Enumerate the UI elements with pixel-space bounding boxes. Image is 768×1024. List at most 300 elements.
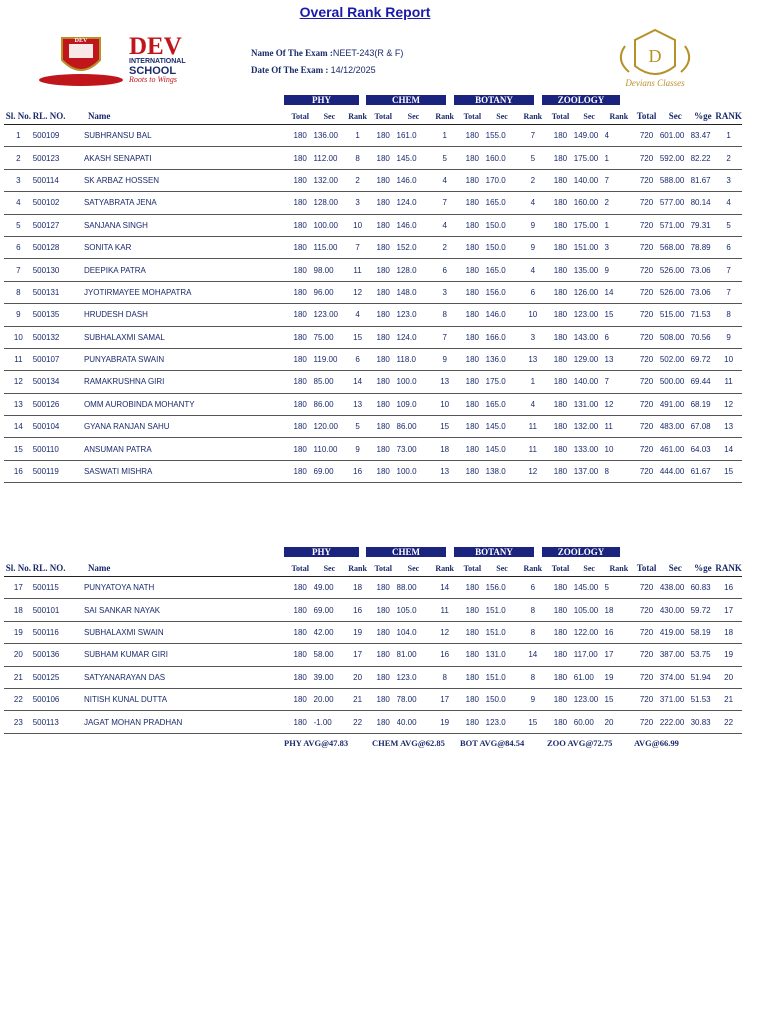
table-cell: SATYABRATA JENA bbox=[84, 192, 287, 214]
table-cell: 720 bbox=[633, 259, 660, 281]
table-cell: 10 bbox=[4, 326, 33, 348]
table-cell: 100.00 bbox=[314, 214, 346, 236]
table-cell: 720 bbox=[633, 304, 660, 326]
table-cell: 180 bbox=[547, 438, 574, 460]
table-cell: 145.0 bbox=[486, 438, 519, 460]
table-cell: 180 bbox=[287, 281, 314, 303]
table-cell: 180 bbox=[370, 281, 397, 303]
table-cell: 180 bbox=[459, 599, 486, 621]
table-cell: 14 bbox=[715, 438, 742, 460]
logo-badge-text: DEV bbox=[74, 38, 88, 44]
table-cell: 118.0 bbox=[397, 348, 431, 370]
table-cell: 6 bbox=[4, 236, 33, 258]
table-cell: 8 bbox=[518, 621, 547, 643]
table-cell: 166.0 bbox=[486, 326, 519, 348]
school-logo bbox=[36, 30, 216, 90]
table-row bbox=[4, 236, 742, 258]
table-cell: 1 bbox=[518, 371, 547, 393]
table-cell: 430.00 bbox=[660, 599, 691, 621]
table-cell: 22 bbox=[715, 711, 742, 733]
table-cell: 15 bbox=[4, 438, 33, 460]
table-cell: 515.00 bbox=[660, 304, 691, 326]
table-cell: -1.00 bbox=[314, 711, 346, 733]
table-cell: 500131 bbox=[33, 281, 84, 303]
table-cell: 1 bbox=[345, 125, 370, 147]
table-cell: 151.0 bbox=[486, 621, 519, 643]
table-cell: 59.72 bbox=[691, 599, 716, 621]
table-cell: 180 bbox=[370, 711, 397, 733]
table-cell: 123.0 bbox=[486, 711, 519, 733]
table-row bbox=[4, 281, 742, 303]
table-cell: 2 bbox=[605, 192, 634, 214]
table-cell: 9 bbox=[518, 688, 547, 710]
exam-date-line bbox=[251, 65, 376, 75]
table-cell: 16 bbox=[345, 599, 370, 621]
table-cell: 21 bbox=[345, 688, 370, 710]
table-cell: 1 bbox=[715, 125, 742, 147]
table-cell: 491.00 bbox=[660, 393, 691, 415]
table-cell: 180 bbox=[459, 371, 486, 393]
table-cell: 40.00 bbox=[397, 711, 431, 733]
table-cell: 180 bbox=[370, 169, 397, 191]
table-cell: 592.00 bbox=[660, 147, 691, 169]
table-cell: 10 bbox=[715, 348, 742, 370]
table-cell: 86.00 bbox=[314, 393, 346, 415]
logo-tagline: Roots to Wings bbox=[129, 75, 178, 84]
column-header: Total bbox=[370, 108, 397, 125]
table-cell: 438.00 bbox=[660, 577, 691, 599]
table-cell: 180 bbox=[287, 125, 314, 147]
table-cell: 11 bbox=[4, 348, 33, 370]
brand-letter: D bbox=[648, 46, 662, 66]
chem-average: CHEM AVG@62.85 bbox=[372, 738, 445, 748]
table-cell: 502.00 bbox=[660, 348, 691, 370]
table-cell: 180 bbox=[370, 348, 397, 370]
table-cell: 13 bbox=[4, 393, 33, 415]
table-row bbox=[4, 577, 742, 599]
table-cell: 720 bbox=[633, 169, 660, 191]
table-cell: 720 bbox=[633, 214, 660, 236]
table-cell: SUBHRANSU BAL bbox=[84, 125, 287, 147]
table-cell: 69.00 bbox=[314, 599, 346, 621]
table-cell: 10 bbox=[345, 214, 370, 236]
table-cell: 148.0 bbox=[397, 281, 431, 303]
table-cell: 9 bbox=[715, 326, 742, 348]
table-cell: 180 bbox=[547, 711, 574, 733]
column-header: %ge bbox=[691, 560, 716, 577]
column-header: Sec bbox=[397, 108, 431, 125]
table-cell: 22 bbox=[345, 711, 370, 733]
table-cell: 588.00 bbox=[660, 169, 691, 191]
exam-date-value: 14/12/2025 bbox=[330, 65, 376, 75]
table-cell: 6 bbox=[605, 326, 634, 348]
table-cell: 180 bbox=[370, 259, 397, 281]
table-cell: SANJANA SINGH bbox=[84, 214, 287, 236]
table-cell: 16 bbox=[605, 621, 634, 643]
table-cell: 81.67 bbox=[691, 169, 716, 191]
table-cell: 526.00 bbox=[660, 259, 691, 281]
table-cell: 180 bbox=[459, 644, 486, 666]
exam-name-line bbox=[251, 48, 403, 58]
table-cell: 16 bbox=[345, 460, 370, 482]
table-cell: 500136 bbox=[33, 644, 84, 666]
exam-name-label: Name Of The Exam : bbox=[251, 48, 333, 58]
table-cell: 180 bbox=[547, 326, 574, 348]
table-cell: 720 bbox=[633, 393, 660, 415]
table-cell: 500102 bbox=[33, 192, 84, 214]
table-cell: 180 bbox=[287, 393, 314, 415]
table-cell: 9 bbox=[345, 438, 370, 460]
table-cell: 146.0 bbox=[397, 169, 431, 191]
table-cell: 720 bbox=[633, 192, 660, 214]
table-cell: 11 bbox=[518, 438, 547, 460]
table-cell: 13 bbox=[430, 371, 459, 393]
table-cell: 180 bbox=[370, 577, 397, 599]
column-header: Name bbox=[84, 108, 287, 125]
group-header-chem: CHEM bbox=[366, 547, 446, 557]
group-header-phy: PHY bbox=[284, 547, 359, 557]
table-cell: 15 bbox=[605, 304, 634, 326]
table-cell: 85.00 bbox=[314, 371, 346, 393]
table-cell: 42.00 bbox=[314, 621, 346, 643]
column-header: Total bbox=[287, 560, 314, 577]
table-cell: 180 bbox=[370, 214, 397, 236]
table-cell: 61.67 bbox=[691, 460, 716, 482]
table-cell: 180 bbox=[547, 214, 574, 236]
table-cell: 151.0 bbox=[486, 666, 519, 688]
table-cell: 21 bbox=[715, 688, 742, 710]
table-cell: PUNYATOYA NATH bbox=[84, 577, 287, 599]
table-cell: 11 bbox=[430, 599, 459, 621]
table-cell: RAMAKRUSHNA GIRI bbox=[84, 371, 287, 393]
table-cell: 165.0 bbox=[486, 393, 519, 415]
table-cell: 151.00 bbox=[574, 236, 605, 258]
table-cell: 9 bbox=[518, 236, 547, 258]
table-cell: 128.00 bbox=[314, 192, 346, 214]
table-cell: 1 bbox=[605, 147, 634, 169]
table-cell: OMM AUROBINDA MOHANTY bbox=[84, 393, 287, 415]
table-cell: 14 bbox=[605, 281, 634, 303]
table-cell: 180 bbox=[547, 281, 574, 303]
table-cell: 5 bbox=[4, 214, 33, 236]
table-cell: 8 bbox=[4, 281, 33, 303]
table-cell: 180 bbox=[547, 259, 574, 281]
table-cell: 20 bbox=[345, 666, 370, 688]
table-cell: 180 bbox=[459, 169, 486, 191]
table-cell: 8 bbox=[518, 666, 547, 688]
table-cell: 3 bbox=[605, 236, 634, 258]
table-cell: 83.47 bbox=[691, 125, 716, 147]
table-cell: 500116 bbox=[33, 621, 84, 643]
table-cell: 4 bbox=[518, 393, 547, 415]
table-cell: 160.00 bbox=[574, 192, 605, 214]
table-cell: 20.00 bbox=[314, 688, 346, 710]
table-cell: 122.00 bbox=[574, 621, 605, 643]
table-cell: 145.0 bbox=[486, 416, 519, 438]
table-cell: 180 bbox=[370, 438, 397, 460]
table-cell: 180 bbox=[547, 348, 574, 370]
table-cell: JYOTIRMAYEE MOHAPATRA bbox=[84, 281, 287, 303]
table-cell: 151.0 bbox=[486, 599, 519, 621]
column-header: Sec bbox=[486, 108, 519, 125]
rank-table-1 bbox=[4, 108, 742, 483]
table-cell: 180 bbox=[459, 304, 486, 326]
group-header-zoology: ZOOLOGY bbox=[542, 547, 620, 557]
table-cell: 500114 bbox=[33, 169, 84, 191]
table-cell: 3 bbox=[430, 281, 459, 303]
table-cell: 145.0 bbox=[397, 147, 431, 169]
table-cell: 7 bbox=[605, 169, 634, 191]
table-cell: 12 bbox=[605, 393, 634, 415]
table-cell: 720 bbox=[633, 348, 660, 370]
table-cell: 16 bbox=[715, 577, 742, 599]
table-cell: 180 bbox=[370, 236, 397, 258]
table-cell: 720 bbox=[633, 371, 660, 393]
table-cell: 145.00 bbox=[574, 577, 605, 599]
table-cell: 180 bbox=[547, 371, 574, 393]
table-row bbox=[4, 711, 742, 733]
table-cell: 8 bbox=[715, 304, 742, 326]
table-cell: 3 bbox=[518, 326, 547, 348]
table-cell: 180 bbox=[547, 125, 574, 147]
table-cell: 180 bbox=[459, 259, 486, 281]
table-cell: 21 bbox=[4, 666, 33, 688]
table-cell: 10 bbox=[430, 393, 459, 415]
table-cell: 17 bbox=[4, 577, 33, 599]
table-cell: 78.00 bbox=[397, 688, 431, 710]
table-cell: 4 bbox=[430, 169, 459, 191]
column-header: Rank bbox=[518, 560, 547, 577]
table-cell: 14 bbox=[345, 371, 370, 393]
table-row bbox=[4, 326, 742, 348]
group-header-phy: PHY bbox=[284, 95, 359, 105]
table-cell: 180 bbox=[370, 688, 397, 710]
table-row bbox=[4, 192, 742, 214]
table-cell: 8 bbox=[605, 460, 634, 482]
table-cell: 500113 bbox=[33, 711, 84, 733]
table-cell: 180 bbox=[459, 192, 486, 214]
table-cell: 20 bbox=[715, 666, 742, 688]
column-header: Sec bbox=[314, 560, 346, 577]
column-header: Total bbox=[633, 108, 660, 125]
table-cell: 720 bbox=[633, 281, 660, 303]
table-cell: 117.00 bbox=[574, 644, 605, 666]
table-cell: 180 bbox=[547, 666, 574, 688]
table-cell: 81.00 bbox=[397, 644, 431, 666]
column-header: Rank bbox=[605, 560, 634, 577]
table-cell: 8 bbox=[430, 304, 459, 326]
table-cell: 150.0 bbox=[486, 688, 519, 710]
table-cell: 16 bbox=[430, 644, 459, 666]
table-cell: 180 bbox=[287, 236, 314, 258]
table-cell: 180 bbox=[547, 644, 574, 666]
column-header: Sec bbox=[574, 560, 605, 577]
table-cell: 9 bbox=[518, 214, 547, 236]
table-cell: 180 bbox=[370, 666, 397, 688]
column-header: Sec bbox=[574, 108, 605, 125]
table-cell: 180 bbox=[459, 577, 486, 599]
table-cell: 222.00 bbox=[660, 711, 691, 733]
table-cell: 88.00 bbox=[397, 577, 431, 599]
table-cell: 720 bbox=[633, 125, 660, 147]
table-cell: 3 bbox=[345, 192, 370, 214]
table-cell: 180 bbox=[547, 416, 574, 438]
table-cell: 180 bbox=[547, 147, 574, 169]
table-cell: 78.89 bbox=[691, 236, 716, 258]
table-cell: 180 bbox=[547, 169, 574, 191]
table-row bbox=[4, 688, 742, 710]
table-cell: 180 bbox=[287, 460, 314, 482]
logo-line2: INTERNATIONAL bbox=[129, 58, 186, 65]
table-cell: 500119 bbox=[33, 460, 84, 482]
table-cell: 7 bbox=[605, 371, 634, 393]
table-cell: 7 bbox=[715, 259, 742, 281]
table-cell: 17 bbox=[605, 644, 634, 666]
table-cell: 60.00 bbox=[574, 711, 605, 733]
table-cell: 8 bbox=[518, 599, 547, 621]
table-cell: 500106 bbox=[33, 688, 84, 710]
table-cell: 123.0 bbox=[397, 666, 431, 688]
table-cell: 9 bbox=[4, 304, 33, 326]
table-cell: 17 bbox=[715, 599, 742, 621]
table-cell: 720 bbox=[633, 666, 660, 688]
table-cell: 180 bbox=[459, 460, 486, 482]
table-cell: 8 bbox=[345, 147, 370, 169]
table-cell: 96.00 bbox=[314, 281, 346, 303]
table-cell: 387.00 bbox=[660, 644, 691, 666]
table-cell: 180 bbox=[287, 688, 314, 710]
table-cell: 10 bbox=[605, 438, 634, 460]
table-cell: 180 bbox=[459, 393, 486, 415]
table-row bbox=[4, 599, 742, 621]
table-cell: 3 bbox=[4, 169, 33, 191]
column-header: Total bbox=[459, 108, 486, 125]
table-cell: 165.0 bbox=[486, 259, 519, 281]
table-cell: 180 bbox=[459, 236, 486, 258]
table-cell: 13 bbox=[430, 460, 459, 482]
table-cell: 11 bbox=[345, 259, 370, 281]
table-cell: 124.0 bbox=[397, 192, 431, 214]
brand-name: Devians Classes bbox=[625, 78, 685, 88]
column-header: Rank bbox=[345, 108, 370, 125]
table-cell: 71.53 bbox=[691, 304, 716, 326]
table-cell: 136.0 bbox=[486, 348, 519, 370]
table-cell: 180 bbox=[287, 416, 314, 438]
table-cell: 6 bbox=[430, 259, 459, 281]
table-cell: 13 bbox=[605, 348, 634, 370]
table-cell: 180 bbox=[287, 259, 314, 281]
table-cell: 16 bbox=[4, 460, 33, 482]
table-cell: 180 bbox=[459, 281, 486, 303]
column-header: Rank bbox=[518, 108, 547, 125]
column-header: RL. NO. bbox=[33, 108, 84, 125]
table-cell: 23 bbox=[4, 711, 33, 733]
table-cell: 68.19 bbox=[691, 393, 716, 415]
table-cell: 51.53 bbox=[691, 688, 716, 710]
table-cell: 82.22 bbox=[691, 147, 716, 169]
table-cell: SAI SANKAR NAYAK bbox=[84, 599, 287, 621]
table-cell: 6 bbox=[715, 236, 742, 258]
table-cell: 500132 bbox=[33, 326, 84, 348]
column-header: Sl. No. bbox=[4, 560, 33, 577]
table-cell: 1 bbox=[4, 125, 33, 147]
table-cell: 419.00 bbox=[660, 621, 691, 643]
table-cell: 5 bbox=[345, 416, 370, 438]
brand-logo bbox=[605, 26, 705, 90]
table-cell: 80.14 bbox=[691, 192, 716, 214]
table-cell: 601.00 bbox=[660, 125, 691, 147]
table-cell: 7 bbox=[4, 259, 33, 281]
table-cell: 180 bbox=[547, 236, 574, 258]
table-cell: 500134 bbox=[33, 371, 84, 393]
table-cell: 11 bbox=[518, 416, 547, 438]
table-cell: 180 bbox=[370, 147, 397, 169]
column-header: Rank bbox=[430, 108, 459, 125]
table-cell: HRUDESH DASH bbox=[84, 304, 287, 326]
table-cell: 18 bbox=[430, 438, 459, 460]
table-cell: 2 bbox=[715, 147, 742, 169]
table-cell: 500128 bbox=[33, 236, 84, 258]
table-cell: 180 bbox=[547, 599, 574, 621]
table-row bbox=[4, 125, 742, 147]
table-cell: SUBHAM KUMAR GIRI bbox=[84, 644, 287, 666]
table-row bbox=[4, 644, 742, 666]
table-cell: SUBHALAXMI SWAIN bbox=[84, 621, 287, 643]
table-cell: 720 bbox=[633, 438, 660, 460]
table-cell: SATYANARAYAN DAS bbox=[84, 666, 287, 688]
table-cell: 500104 bbox=[33, 416, 84, 438]
table-cell: 526.00 bbox=[660, 281, 691, 303]
table-cell: 70.56 bbox=[691, 326, 716, 348]
table-row bbox=[4, 259, 742, 281]
table-cell: 500110 bbox=[33, 438, 84, 460]
column-header: Rank bbox=[605, 108, 634, 125]
table-cell: SASWATI MISHRA bbox=[84, 460, 287, 482]
column-header: Sec bbox=[397, 560, 431, 577]
table-cell: 69.72 bbox=[691, 348, 716, 370]
table-cell: 6 bbox=[518, 577, 547, 599]
table-cell: 1 bbox=[605, 214, 634, 236]
table-cell: 720 bbox=[633, 577, 660, 599]
table-cell: 180 bbox=[459, 147, 486, 169]
column-header: RL. NO. bbox=[33, 560, 84, 577]
school-crest-icon bbox=[36, 30, 216, 90]
table-cell: 180 bbox=[287, 711, 314, 733]
table-cell: 18 bbox=[605, 599, 634, 621]
column-header: Name bbox=[84, 560, 287, 577]
table-cell: 500101 bbox=[33, 599, 84, 621]
table-cell: 110.00 bbox=[314, 438, 346, 460]
table-cell: 105.00 bbox=[574, 599, 605, 621]
table-cell: 11 bbox=[605, 416, 634, 438]
zoo-average: ZOO AVG@72.75 bbox=[547, 738, 613, 748]
table-cell: 500123 bbox=[33, 147, 84, 169]
table-cell: 2 bbox=[430, 236, 459, 258]
table-cell: 180 bbox=[459, 438, 486, 460]
table-cell: 132.00 bbox=[314, 169, 346, 191]
column-header: Total bbox=[547, 560, 574, 577]
table-cell: GYANA RANJAN SAHU bbox=[84, 416, 287, 438]
table-cell: 500135 bbox=[33, 304, 84, 326]
table-cell: 79.31 bbox=[691, 214, 716, 236]
table-cell: 180 bbox=[370, 393, 397, 415]
table-cell: 2 bbox=[4, 147, 33, 169]
table-cell: ANSUMAN PATRA bbox=[84, 438, 287, 460]
table-cell: 4 bbox=[518, 259, 547, 281]
table-cell: 109.0 bbox=[397, 393, 431, 415]
phy-average: PHY AVG@47.83 bbox=[284, 738, 349, 748]
report-title: Overal Rank Report bbox=[299, 4, 431, 20]
